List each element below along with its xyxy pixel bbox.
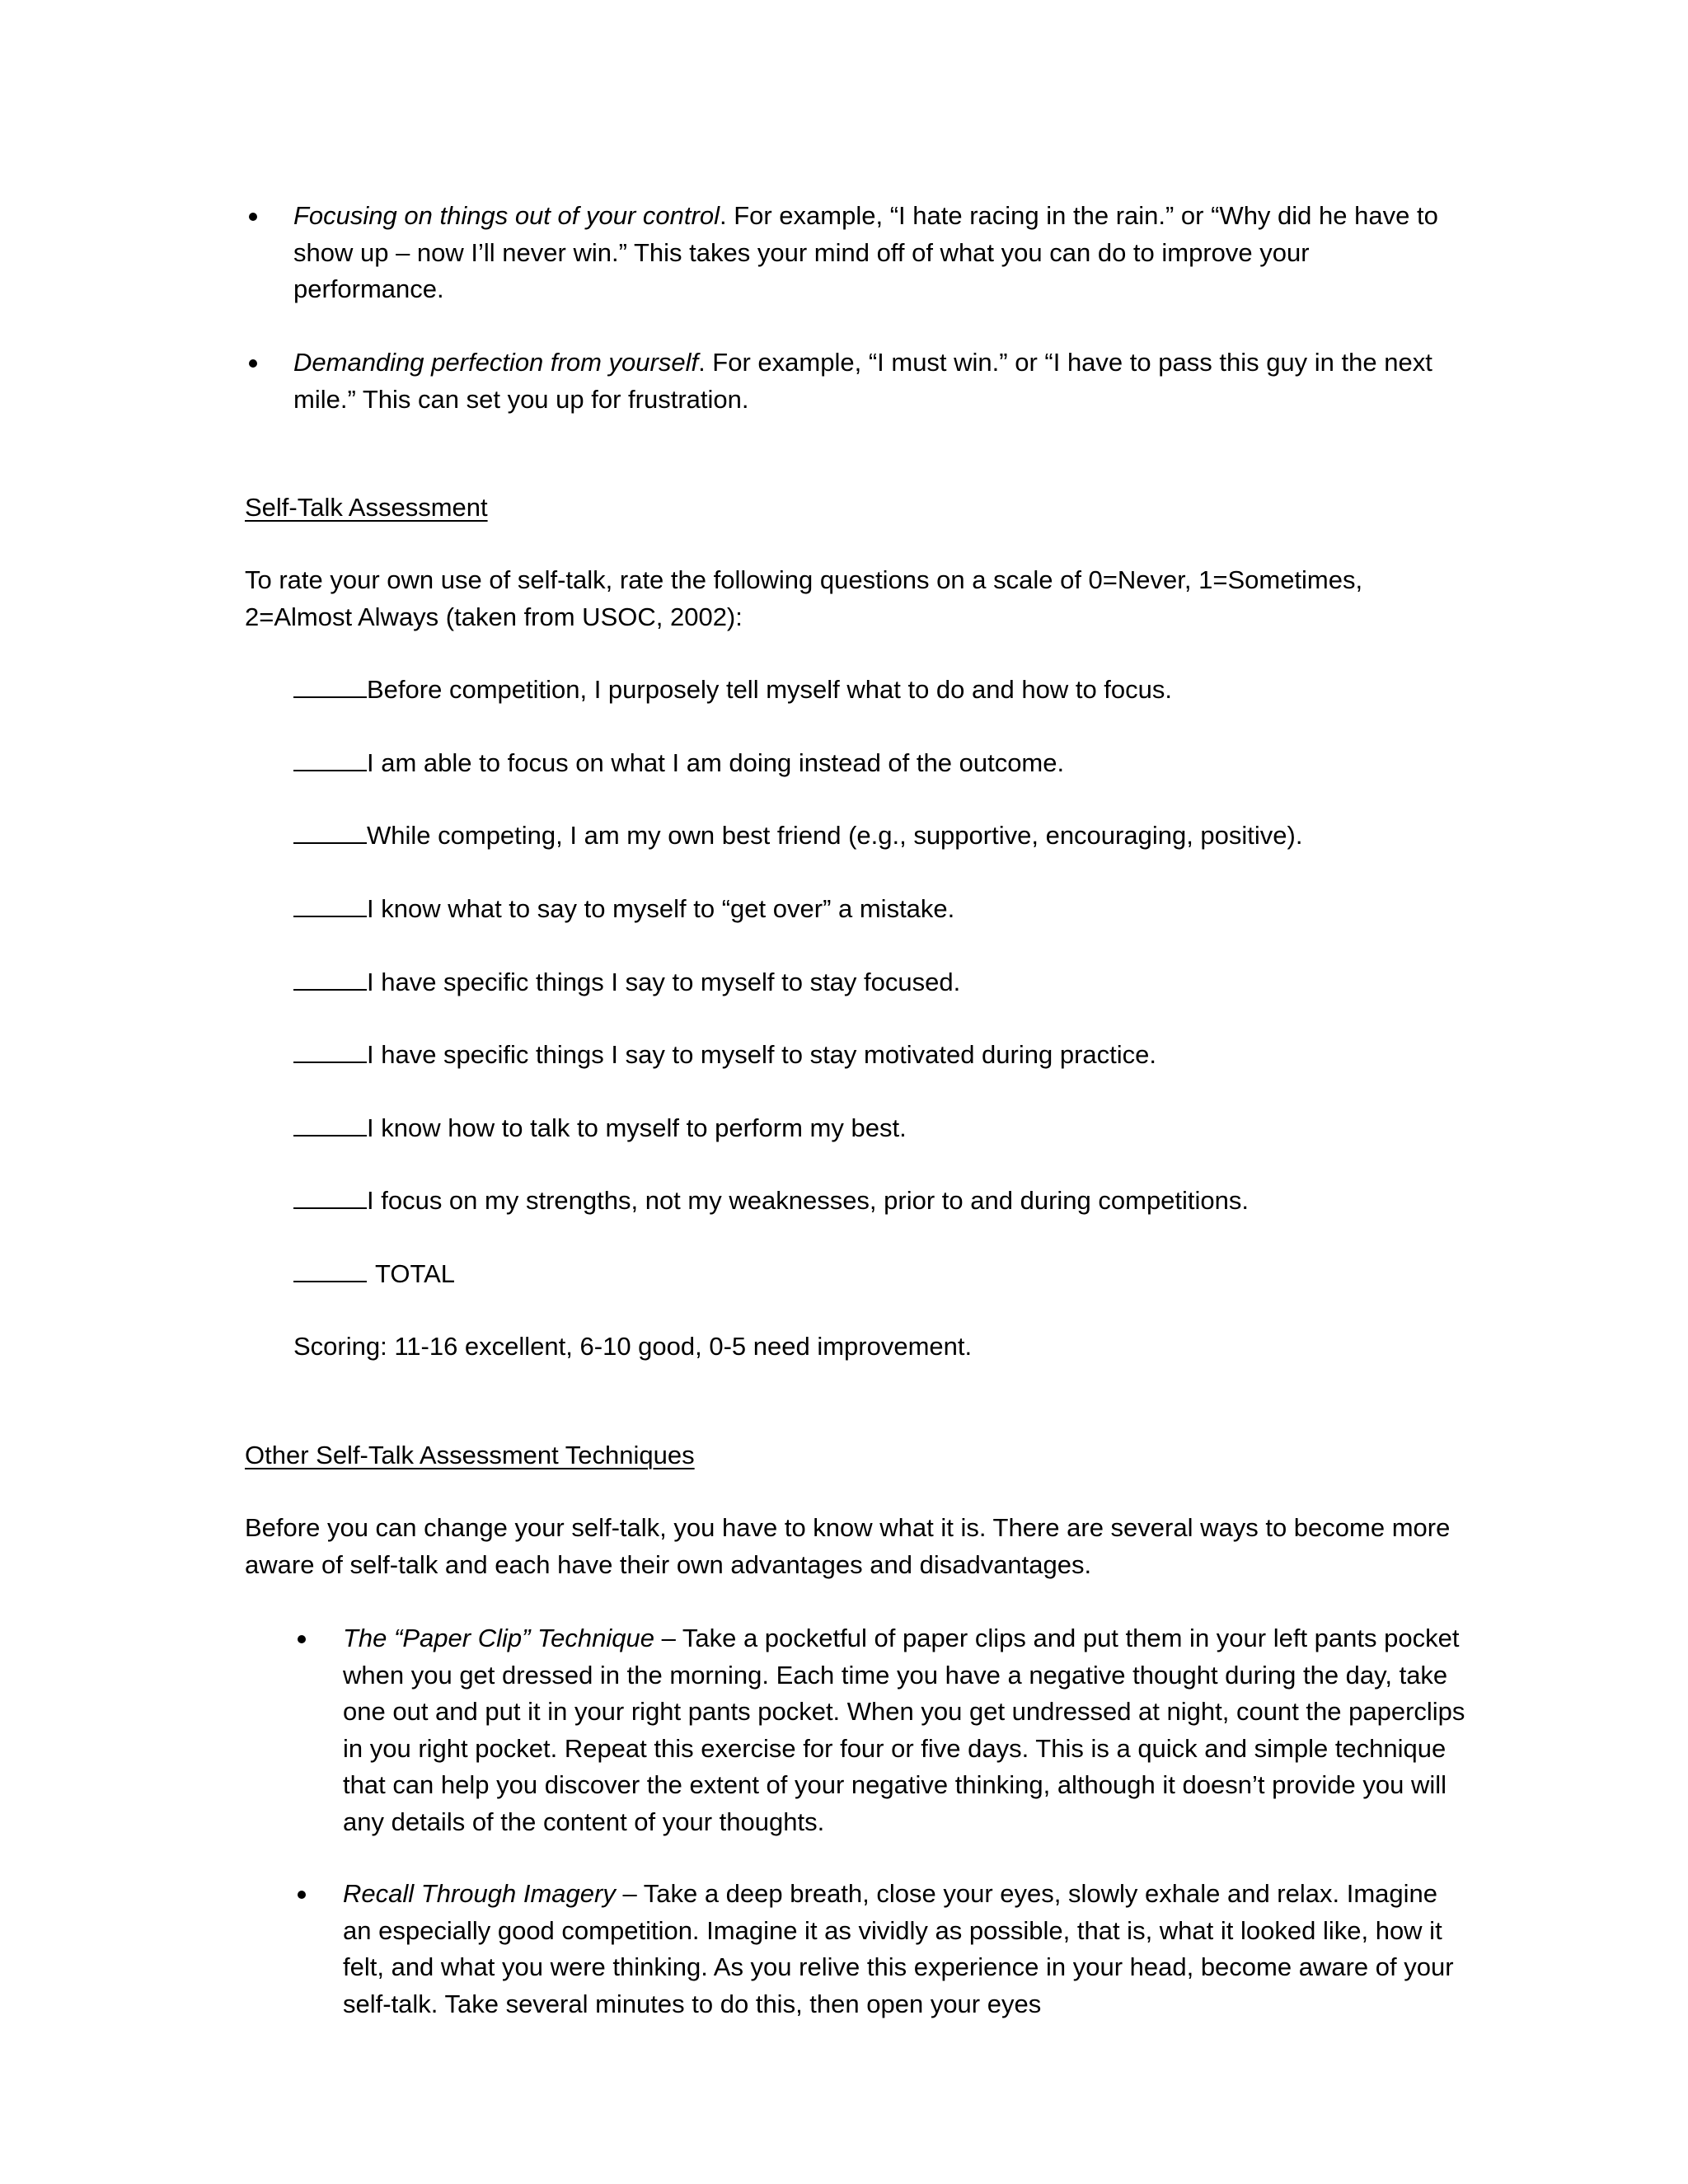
assessment-intro: To rate your own use of self-talk, rate the following questions on a scale of 0=Never, 1=Sometimes, 2=Almost Always (taken from USOC, 2002): [245,565,1363,631]
answer-blank[interactable] [293,891,367,917]
answer-blank[interactable] [293,672,367,698]
assessment-item [293,1110,907,1147]
section-heading-assessment: Self-Talk Assessment [245,493,488,522]
technique-lead: Recall Through Imagery [343,1879,616,1908]
answer-blank[interactable] [293,964,367,991]
assessment-item-text: While competing, I am my own best friend (e.g., supportive, encouraging, positive). [367,821,1303,850]
assessment-item [293,891,954,928]
technique-item [343,1876,1468,2022]
bullet-item [293,344,1456,418]
assessment-item-text: Before competition, I purposely tell myself what to do and how to focus. [367,675,1173,704]
bullet-lead: Focusing on things out of your control [293,201,720,230]
answer-blank[interactable] [293,1110,367,1137]
section-heading-other: Other Self-Talk Assessment Techniques [245,1441,695,1469]
bullet-icon [249,359,257,368]
total-label: TOTAL [375,1259,456,1288]
answer-blank[interactable] [293,1183,367,1209]
bullet-text [293,344,1456,418]
bullet-icon [298,1635,306,1643]
other-intro: Before you can change your self-talk, you have to know what it is. There are several ways to become more aware of self-talk and each have their own advantages and disadvantages. [245,1513,1451,1579]
scoring-text: Scoring: 11-16 excellent, 6-10 good, 0-5 need improvement. [293,1332,973,1361]
answer-blank[interactable] [293,745,367,771]
bullet-body: . For example, “I must win.” or “I have to pass this guy in the next mile.” This can set you up for frustration. [293,348,1432,414]
assessment-item-text: I focus on my strengths, not my weaknesses, prior to and during competitions. [367,1186,1250,1215]
technique-body: – Take a pocketful of paper clips and put them in your left pants pocket when you get dressed in the morning. Each time you have a negative thought during the day, take one out and put it in your right pants pocket. When you get undressed at night, count the paperclips in you right pocket. Repeat this exercise for four or five days. This is a quick and simple technique that can help you discover the extent of your negative thinking, although it doesn’t provide you will any details of the content of your thoughts. [343,1624,1465,1836]
assessment-item-text: I have specific things I say to myself to stay motivated during practice. [367,1040,1156,1069]
assessment-item [293,964,960,1001]
bullet-icon [249,213,257,221]
bullet-lead: Demanding perfection from yourself [293,348,699,377]
total-blank[interactable] [293,1256,367,1282]
assessment-item-text: I know how to talk to myself to perform my best. [367,1113,907,1142]
assessment-item [293,1183,1249,1220]
technique-body: – Take a deep breath, close your eyes, slowly exhale and relax. Imagine an especially good competition. Imagine it as vividly as possible, that is, what it looked like, how it felt, and what you were thinking. As you relive this experience in your head, become aware of your self-talk. Take several minutes to do this, then open your eyes [343,1879,1454,2018]
bullet-body: . For example, “I hate racing in the rain.” or “Why did he have to show up – now I’ll never win.” This takes your mind off of what you can do to improve your performance. [293,201,1438,304]
assessment-item [293,745,1064,782]
technique-text [343,1876,1468,2022]
bullet-icon [298,1891,306,1899]
assessment-item-text: I know what to say to myself to “get over” a mistake. [367,894,955,923]
technique-item [343,1620,1468,1841]
bullet-item [293,198,1456,308]
assessment-item-text: I have specific things I say to myself to stay focused. [367,968,961,996]
technique-text [343,1620,1468,1841]
answer-blank[interactable] [293,818,367,844]
assessment-total [293,1256,455,1293]
bullet-text [293,198,1456,308]
answer-blank[interactable] [293,1037,367,1063]
assessment-item [293,672,1172,709]
assessment-item-text: I am able to focus on what I am doing instead of the outcome. [367,748,1065,777]
technique-lead: The “Paper Clip” Technique [343,1624,654,1652]
assessment-item [293,818,1302,855]
assessment-item [293,1037,1156,1074]
